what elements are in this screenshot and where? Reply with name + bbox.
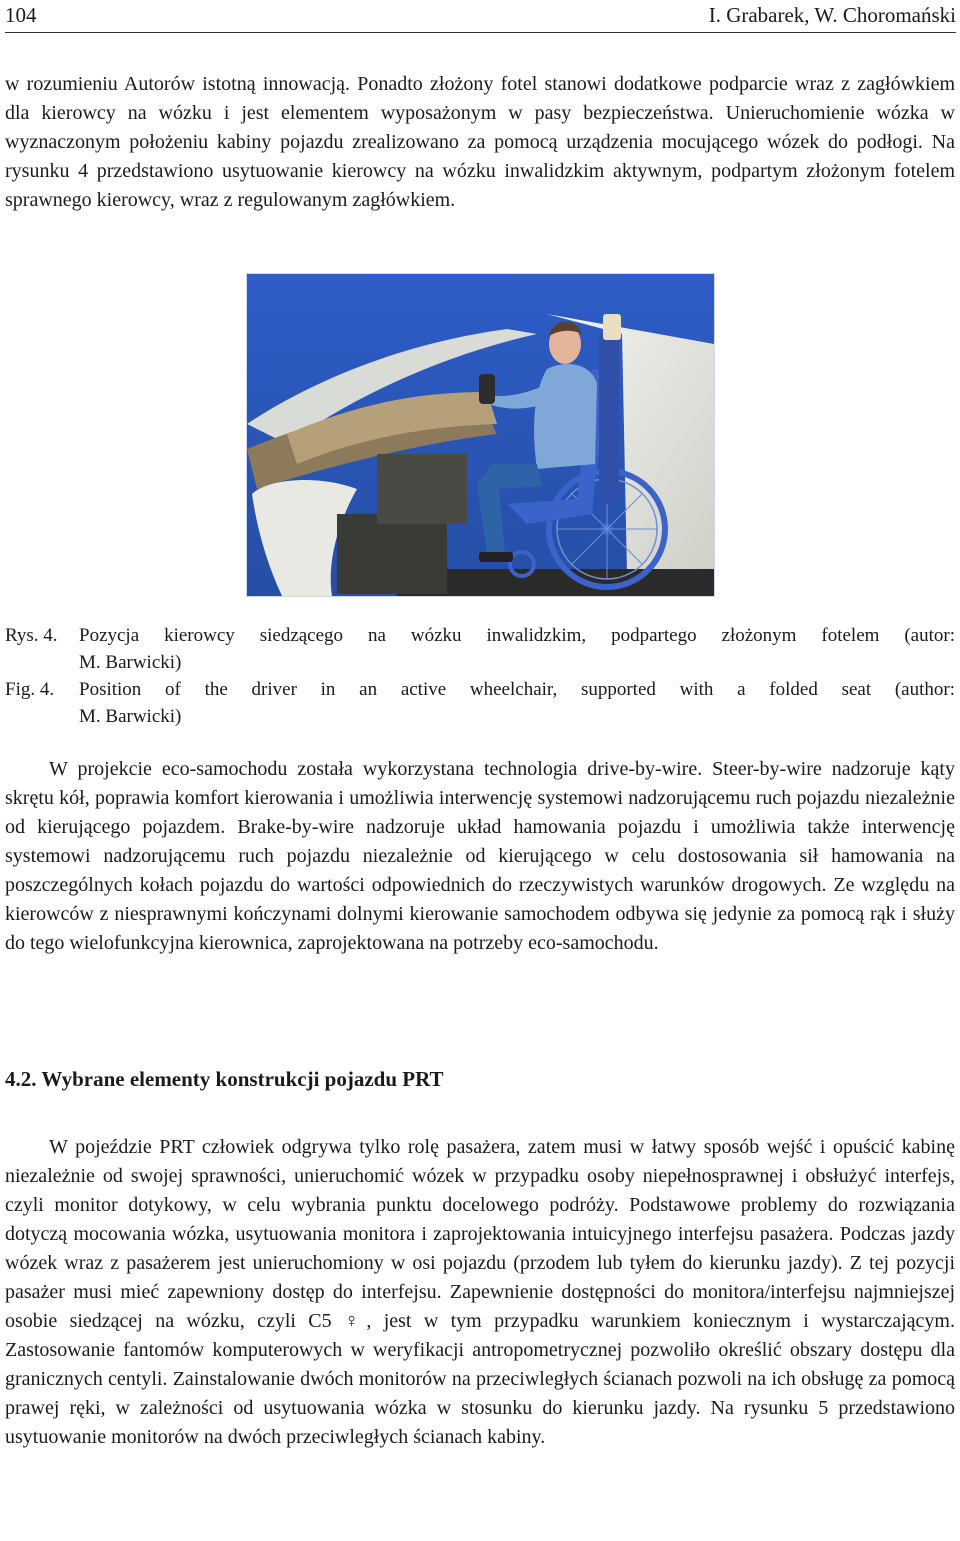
- caption-polish-text: Pozycja kierowcy siedzącego na wózku inwalidzkim, podpartego złożonym fotelem (autor:: [79, 625, 955, 646]
- page-header: [5, 0, 956, 33]
- caption-english: [5, 676, 955, 730]
- caption-english-label: Fig. 4.: [5, 679, 55, 700]
- paragraph-prt: W pojeździe PRT człowiek odgrywa tylko rolę pasażera, zatem musi w łatwy sposób wejść i opuścić kabinę niezależnie od swojej sprawności, unieruchomić wózek w przypadku osoby niepełnosprawnej i obsłużyć interfejs, czyli monitor dotykowy, w celu wybrania punktu docelowego podróży. Podstawowe problemy do rozwiązania dotyczą mocowania wózka, usytuowania monitora i zaprojektowania intuicyjnego interfejsu pasażera. Podczas jazdy wózek wraz z pasażerem jest unieruchomiony w osi pojazdu (przodem lub tyłem do kierunku jazdy). Z tej pozycji pasażer musi mieć zapewniony dostęp do interfejsu. Zapewnienie dostępności do monitora/interfejsu najmniejszej osobie siedzącej na wózku, czyli C5 ♀, jest w tym przypadku warunkiem koniecznym i wystarczającym. Zastosowanie fantomów komputerowych w weryfikacji antropometrycznej pozwoliło określić obszary dostępu dla granicznych centyli. Zainstalowanie dwóch monitorów na przeciwległych ścianach pozwoli na ich obsługę za pomocą prawej ręki, w zależności od usytuowania wózka w stosunku do kierunku jazdy. Na rysunku 5 przedstawiono usytuowanie monitorów na dwóch przeciwległych ścianach kabiny.: [5, 1136, 955, 1448]
- wheelchair-driver-illustration: [247, 274, 714, 596]
- page-number: 104: [5, 3, 37, 27]
- caption-polish-label: Rys. 4.: [5, 625, 58, 646]
- paragraph-intro: w rozumieniu Autorów istotną innowacją. Ponadto złożony fotel stanowi dodatkowe podparcie wraz z zagłówkiem dla kierowcy na wózku i jest elementem wyposażonym w pasy bezpieczeństwa. Unieruchomienie wózka w wyznaczonym położeniu kabiny pojazdu zrealizowano za pomocą urządzenia mocującego wózek do podłogi. Na rysunku 4 przedstawiono usytuowanie kierowcy na wózku inwalidzkim aktywnym, podpartym złożonym fotelem sprawnego kierowcy, wraz z regulowanym zagłówkiem.: [5, 73, 955, 211]
- running-title: I. Grabarek, W. Choromański: [708, 3, 956, 27]
- paragraph-drive-by-wire: W projekcie eco-samochodu została wykorzystana technologia drive-by-wire. Steer-by-wire nadzoruje kąty skrętu kół, poprawia komfort kierowania i umożliwia interwencję systemowi nadzorującemu ruch pojazdu niezależnie od kierującego pojazdem. Brake-by-wire nadzoruje układ hamowania pojazdu i umożliwia także interwencję systemowi nadzorującemu ruch pojazdu niezależnie od kierującego w celu dostosowania sił hamowania na poszczególnych kołach pojazdu do wartości odpowiednich do rzeczywistych warunków drogowych. Ze względu na kierowców z niesprawnymi kończynami dolnymi kierowanie samochodem odbywa się jedynie za pomocą rąk i służy do tego wielofunkcyjna kierownica, zaprojektowana na potrzeby eco-samochodu.: [5, 758, 955, 954]
- figure-wheelchair-driver: [246, 273, 715, 597]
- caption-polish-continuation: M. Barwicki): [79, 652, 182, 673]
- section-heading: 4.2. Wybrane elementy konstrukcji pojazdu PRT: [5, 1067, 444, 1091]
- caption-english-continuation: M. Barwicki): [79, 706, 182, 727]
- caption-polish: [5, 622, 955, 676]
- caption-english-text: Position of the driver in an active wheelchair, supported with a folded seat (author:: [79, 679, 955, 700]
